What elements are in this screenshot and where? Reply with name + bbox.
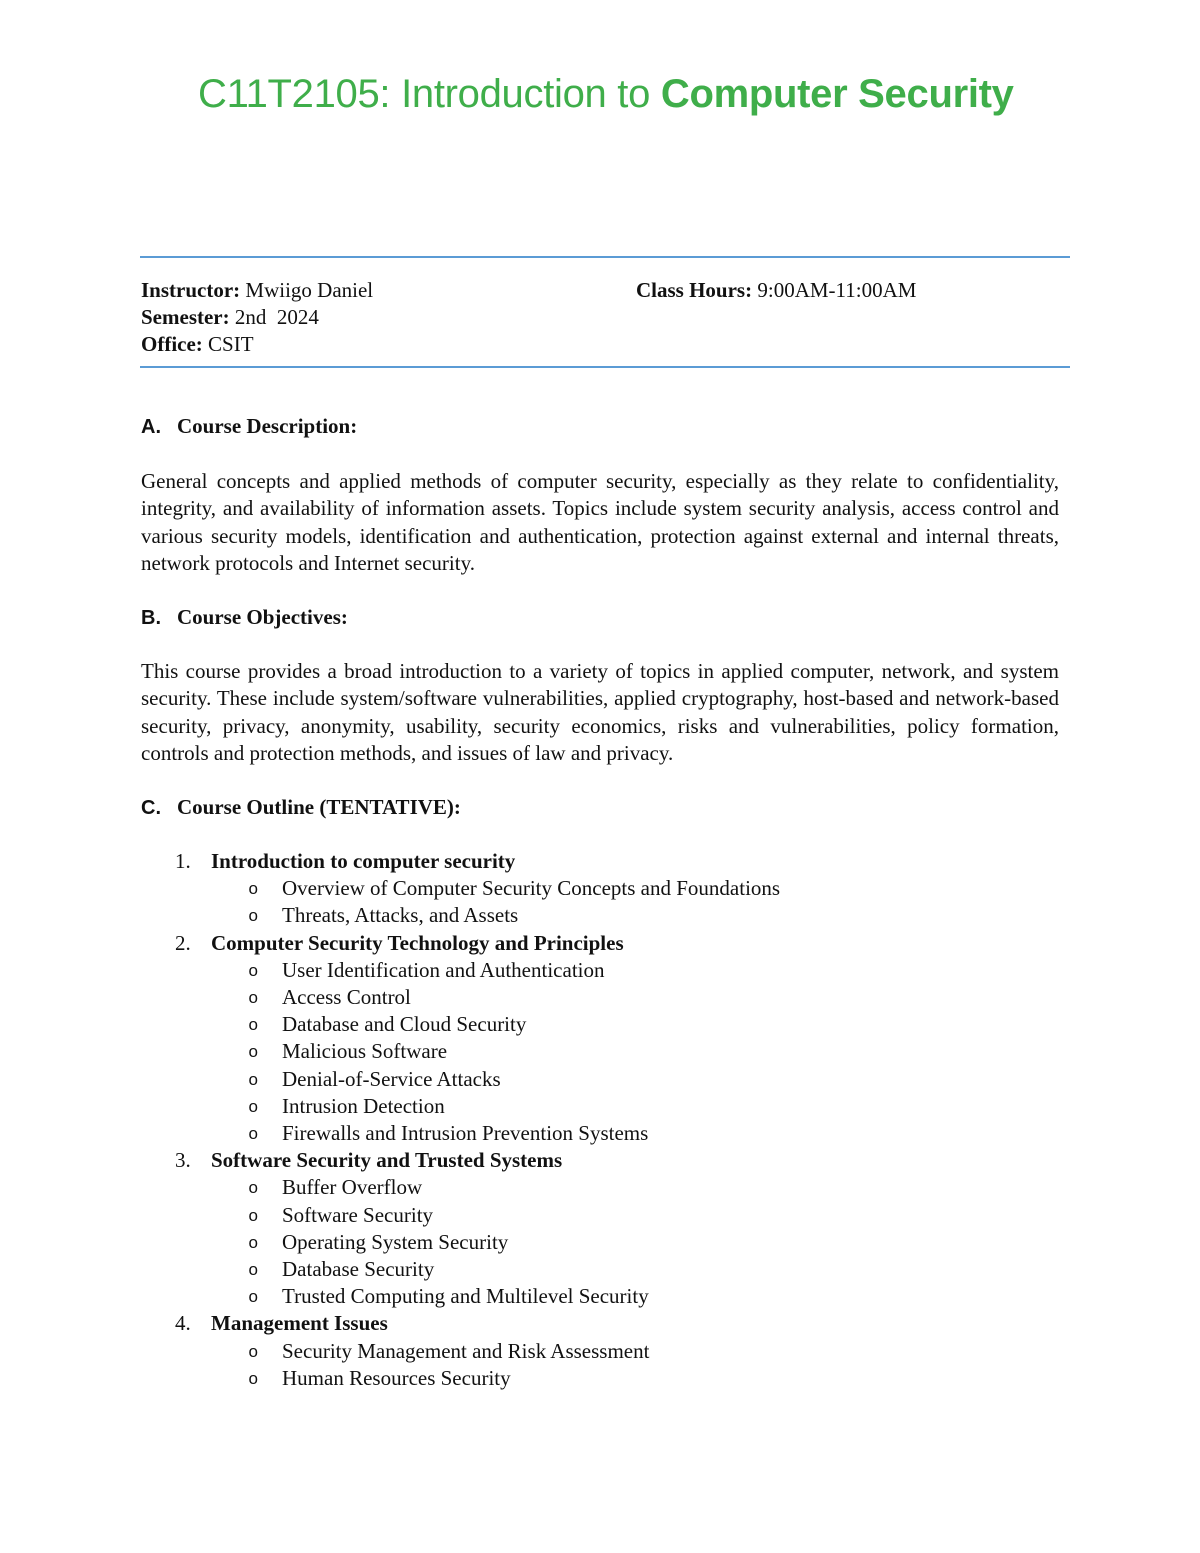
bullet-icon: o [248,1069,258,1089]
bullet-icon: o [248,1232,258,1252]
outline-item-text: Buffer Overflow [282,1175,423,1200]
office-row [141,331,373,358]
bullet-icon: o [248,1096,258,1116]
bullet-icon: o [248,988,258,1008]
outline-item-text: Security Management and Risk Assessment [282,1338,650,1363]
outline-item [141,984,1041,1011]
bullet-icon: o [248,1042,258,1062]
bullet-icon: o [248,1368,258,1388]
section-a-letter: A. [141,416,161,438]
topic-title: Software Security and Trusted Systems [211,1148,563,1173]
outline-item [141,1038,1041,1065]
document-title [198,72,1014,117]
office-value: CSIT [202,332,254,356]
outline-item-text: Access Control [282,985,411,1010]
section-a-title: Course Description: [177,414,358,438]
outline-item-text: Software Security [282,1202,434,1227]
outline-item [141,1283,1041,1310]
outline-item [141,1174,1041,1201]
outline-topic-2 [141,930,1041,957]
bullet-icon: o [248,1205,258,1225]
outline-item-text: Threats, Attacks, and Assets [282,903,519,928]
semester-row [141,304,373,331]
instructor-value: Mwiigo Daniel [240,278,374,302]
bullet-icon: o [248,1015,258,1035]
bullet-icon: o [248,1178,258,1198]
topic-title: Introduction to computer security [211,849,516,873]
topic-number: 4. [175,1311,191,1336]
section-b-letter: B. [141,607,161,629]
outline-item [141,902,1041,929]
outline-item [141,1120,1041,1147]
outline-item [141,1011,1041,1038]
outline-item-text: Malicious Software [282,1039,448,1064]
bullet-icon: o [248,1287,258,1307]
title-plain-text: Introduction to [390,72,661,116]
topic-number: 2. [175,930,191,955]
topic-number: 1. [175,849,191,873]
topic-number: 3. [175,1148,191,1173]
semester-value: 2nd 2024 [229,305,319,329]
bullet-icon: o [248,960,258,980]
title-bold-text: Computer Security [660,72,1014,116]
class-hours-label: Class Hours: [636,278,753,302]
outline-item-text: Database and Cloud Security [282,1012,527,1037]
topic-title: Management Issues [211,1311,388,1336]
topic-title: Computer Security Technology and Principles [211,930,624,955]
section-c-title: Course Outline (TENTATIVE): [177,795,461,819]
outline-topic-4 [141,1310,1041,1337]
outline-item [141,1229,1041,1256]
bullet-icon: o [248,879,258,899]
outline-item [141,1066,1041,1093]
instructor-label: Instructor: [141,278,241,302]
outline-item [141,875,1041,902]
bullet-icon: o [248,1260,258,1280]
outline-item-text: Trusted Computing and Multilevel Security [282,1284,649,1309]
outline-item-text: Firewalls and Intrusion Prevention Systems [282,1121,649,1146]
info-right-block [636,277,916,304]
outline-item-text: Intrusion Detection [282,1093,445,1118]
semester-label: Semester: [141,305,230,329]
outline-item-text: Operating System Security [282,1229,509,1254]
outline-item-text: User Identification and Authentication [282,957,605,982]
outline-item [141,1202,1041,1229]
section-b-title: Course Objectives: [177,605,348,629]
class-hours-value: 9:00AM-11:00AM [752,278,917,302]
outline-item [141,957,1041,984]
top-divider [140,256,1070,258]
section-b-heading [141,605,348,630]
section-a-heading [141,414,357,439]
outline-item [141,1256,1041,1283]
bullet-icon: o [248,906,258,926]
info-left-block [141,277,373,358]
bottom-divider [140,366,1070,368]
outline-item-text: Denial-of-Service Attacks [282,1066,501,1091]
course-description-text: General concepts and applied methods of computer security, especially as they relate to confidentiality, integrity, and availability of information assets. Topics include system security analysis, access control and various security models, identification and authentication, protection against external and internal threats, network protocols and Internet security. [141,469,1059,575]
bullet-icon: o [248,1124,258,1144]
class-hours-row [636,277,916,304]
outline-item [141,1338,1041,1365]
section-c-heading [141,795,461,820]
outline-item-text: Overview of Computer Security Concepts and Foundations [282,876,781,901]
outline-item-text: Human Resources Security [282,1365,511,1390]
outline-topic-1 [141,848,1041,875]
course-code: C11T2105: [198,72,391,116]
section-c-letter: C. [141,797,161,819]
outline-item [141,1365,1041,1392]
course-objectives-text: This course provides a broad introduction to a variety of topics in applied computer, network, and system security. These include system/software vulnerabilities, applied cryptography, host-based and network-based security, privacy, anonymity, usability, security economics, risks and vulnerabilities, policy formation, controls and protection methods, and issues of law and privacy. [141,659,1059,765]
bullet-icon: o [248,1341,258,1361]
instructor-row [141,277,373,304]
outline-item-text: Database Security [282,1257,435,1282]
course-outline-list [141,848,1041,1392]
outline-item [141,1093,1041,1120]
outline-topic-3 [141,1147,1041,1174]
office-label: Office: [141,332,203,356]
